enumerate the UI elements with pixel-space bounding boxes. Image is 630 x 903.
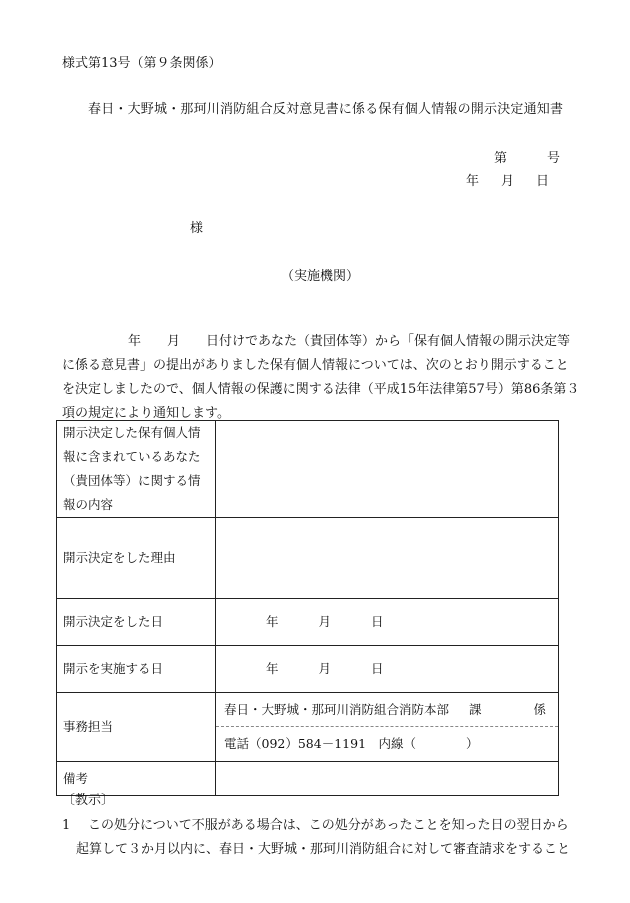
body-line-1: 年 月 日付けであなた（貴団体等）から「保有個人情報の開示決定等 [128,334,571,349]
row-label-remarks: 備考 [57,762,216,796]
row-value-info-content [216,421,559,518]
instruction-item-1-line-2: 起算して３か月以内に、春日・大野城・那珂川消防組合に対して審査請求をすること [76,842,571,857]
page-title: 春日・大野城・那珂川消防組合反対意見書に係る保有個人情報の開示決定通知書 [88,102,564,117]
instruction-text [62,814,582,862]
instruction-heading: 〔教示〕 [62,793,115,808]
table-row [57,762,559,796]
table-row [57,518,559,599]
addressee: 様 [190,221,204,236]
row-label-info-content: 開示決定した保有個人情報に含まれているあなた（貴団体等）に関する情報の内容 [57,421,216,518]
notice-body [62,330,582,426]
row-value-remarks [216,762,559,796]
impl-year: 年 [266,661,279,676]
date-month: 月 [501,174,515,189]
instruction-item-number: 1 [62,818,71,833]
doc-number-dai: 第 [494,151,508,166]
disclosure-table [56,420,559,796]
row-label-implementation-date: 開示を実施する日 [57,646,216,693]
row-label-reason: 開示決定をした理由 [57,518,216,599]
row-label-decision-date: 開示決定をした日 [57,599,216,646]
date-day: 日 [536,174,550,189]
doc-number-go: 号 [547,151,561,166]
body-line-4: 項の規定により通知します。 [62,406,230,421]
contact-section: 課 係 [468,701,546,717]
date-year: 年 [466,174,480,189]
body-line-2: に係る意見書」の提出がありました保有個人情報については、次のとおり開示すること [62,358,569,373]
row-value-reason [216,518,559,599]
table-row [57,421,559,518]
row-value-decision-date [216,599,559,646]
contact-phone: 電話（092）584－1191 内線（ ） [224,736,479,751]
contact-office [216,693,558,727]
impl-day: 日 [371,661,384,676]
body-line-3: を決定しましたので、個人情報の保護に関する法律（平成15年法律第57号）第86条第３ [62,382,580,397]
row-value-implementation-date [216,646,559,693]
implementing-agency: （実施機関） [281,269,360,284]
table-row [57,646,559,693]
decision-day: 日 [371,614,384,629]
row-label-contact: 事務担当 [57,693,216,762]
decision-month: 月 [318,614,332,629]
table-row [57,599,559,646]
contact-office-name: 春日・大野城・那珂川消防組合消防本部 [224,701,450,717]
row-value-contact [216,693,559,762]
decision-year: 年 [266,614,279,629]
issue-date-line [466,170,549,189]
document-number-line [494,147,560,166]
form-number: 様式第13号（第９条関係） [62,56,222,71]
impl-month: 月 [318,661,332,676]
instruction-item-1-line-1: 1 この処分について不服がある場合は、この処分があったことを知った日の翌日から [62,814,582,838]
table-row [57,693,559,762]
